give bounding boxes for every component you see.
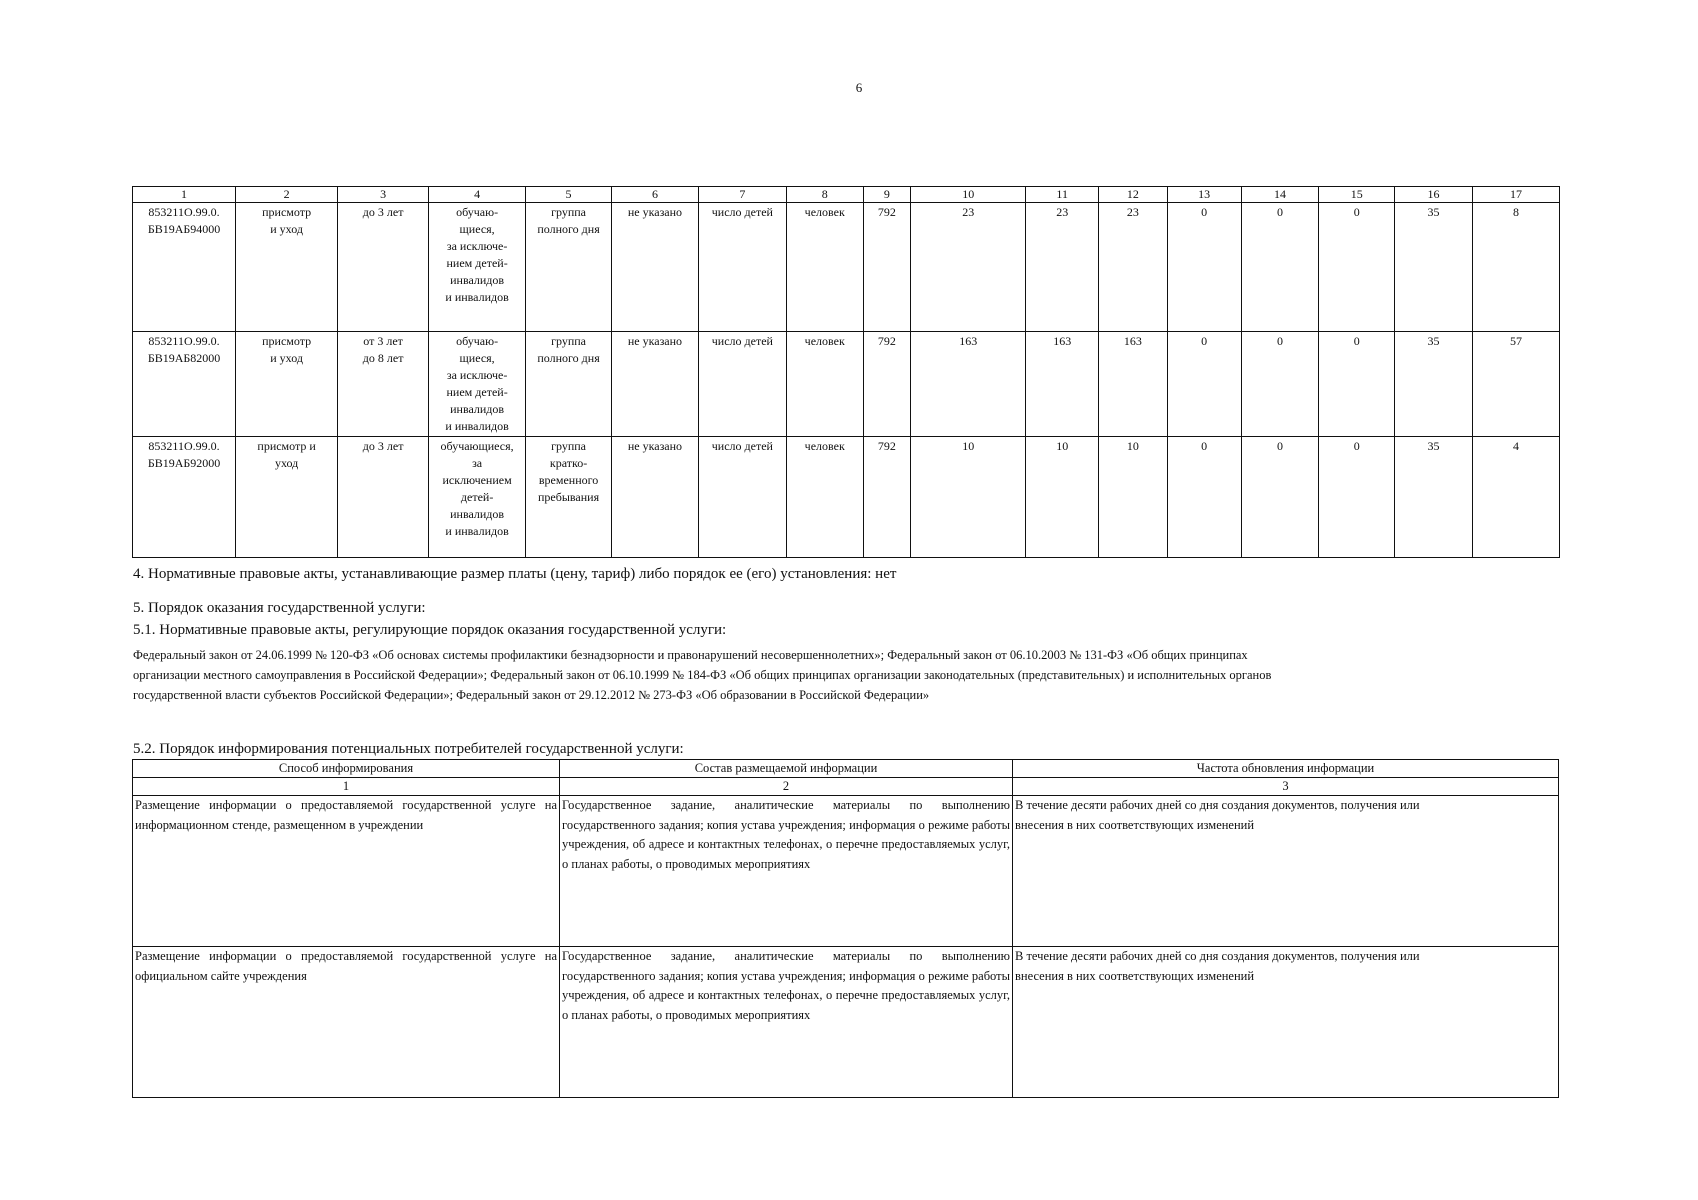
informing-frequency: В течение десяти рабочих дней со дня создания документов, получения или внесения в них соответствующих изменений [1013, 947, 1559, 1098]
informing-frequency: В течение десяти рабочих дней со дня создания документов, получения или внесения в них соответствующих изменений [1013, 796, 1559, 947]
column-number: 9 [863, 187, 910, 203]
col-number: 2 [560, 778, 1013, 796]
column-number: 11 [1026, 187, 1099, 203]
column-number: 10 [911, 187, 1026, 203]
table-cell: группа полного дня [526, 203, 612, 332]
table-cell: 0 [1319, 437, 1395, 558]
informing-header-row [133, 760, 1559, 778]
column-number: 14 [1241, 187, 1319, 203]
table-cell: 853211О.99.0. БВ19АБ92000 [133, 437, 236, 558]
table-cell: 10 [911, 437, 1026, 558]
table-cell: до 3 лет [338, 437, 429, 558]
table-cell: 0 [1167, 332, 1241, 437]
informing-row [133, 947, 1559, 1098]
table-cell: 853211О.99.0. БВ19АБ82000 [133, 332, 236, 437]
table-cell: 0 [1241, 203, 1319, 332]
col-number: 1 [133, 778, 560, 796]
column-number: 15 [1319, 187, 1395, 203]
table-cell: число детей [698, 332, 786, 437]
informing-content: Государственное задание, аналитические материалы по выполнению государственного задания; копия устава учреждения; информация о режиме работы учреждения, об адресе и контактных телефонах, о перечне предоставляемых услуг, о планах работы, о проводимых мероприятиях [560, 796, 1013, 947]
informing-table [132, 759, 1559, 1098]
informing-row [133, 796, 1559, 947]
table-cell: 792 [863, 437, 910, 558]
table-cell: 853211О.99.0. БВ19АБ94000 [133, 203, 236, 332]
column-number: 6 [612, 187, 699, 203]
table-cell: 35 [1395, 203, 1473, 332]
table-cell: не указано [612, 332, 699, 437]
table-cell: обучаю- щиеся, за исключе- нием детей- инвалидов и инвалидов [429, 332, 526, 437]
column-number: 17 [1472, 187, 1559, 203]
table-cell: 0 [1241, 332, 1319, 437]
header-content: Состав размещаемой информации [560, 760, 1013, 778]
table-cell: 35 [1395, 437, 1473, 558]
column-number: 2 [236, 187, 338, 203]
table-cell: число детей [698, 203, 786, 332]
column-number: 1 [133, 187, 236, 203]
table-cell: обучаю- щиеся, за исключе- нием детей- инвалидов и инвалидов [429, 203, 526, 332]
table-cell: 35 [1395, 332, 1473, 437]
section-5-heading: 5. Порядок оказания государственной услуги: [133, 600, 426, 616]
table-cell: 4 [1472, 437, 1559, 558]
table-cell: человек [786, 437, 863, 558]
laws-text: Федеральный закон от 24.06.1999 № 120-ФЗ «Об основах системы профилактики безнадзорности и правонарушений несовершеннолетних»; Федеральный закон от 06.10.2003 № 131-ФЗ «Об общих принципах организации местного самоуправления в Российской Федерации»; Федеральный закон от 06.10.1999 № 184-ФЗ «Об общих принципах организации законодательных (представительных) и исполнительных органов государственной власти субъектов Российской Федерации»; Федеральный закон от 29.12.2012 № 273-ФЗ «Об образовании в Российской Федерации» [133, 648, 1272, 702]
table-cell: 10 [1026, 437, 1099, 558]
table-cell: 0 [1319, 332, 1395, 437]
table-cell: 8 [1472, 203, 1559, 332]
section-5-2-heading: 5.2. Порядок информирования потенциальных потребителей государственной услуги: [133, 741, 684, 757]
column-number: 4 [429, 187, 526, 203]
informing-content: Государственное задание, аналитические материалы по выполнению государственного задания; копия устава учреждения; информация о режиме работы учреждения, об адресе и контактных телефонах, о перечне предоставляемых услуг, о планах работы, о проводимых мероприятиях [560, 947, 1013, 1098]
table-cell: от 3 лет до 8 лет [338, 332, 429, 437]
table-cell: присмотр и уход [236, 437, 338, 558]
table-cell: 163 [911, 332, 1026, 437]
table-cell: человек [786, 332, 863, 437]
table-cell: 792 [863, 332, 910, 437]
section-4-text: 4. Нормативные правовые акты, устанавливающие размер платы (цену, тариф) либо порядок ее (его) установления: нет [133, 566, 897, 582]
column-number: 12 [1099, 187, 1168, 203]
table-cell: обучающиеся, за исключением детей- инвалидов и инвалидов [429, 437, 526, 558]
column-number: 5 [526, 187, 612, 203]
header-frequency: Частота обновления информации [1013, 760, 1559, 778]
column-number: 16 [1395, 187, 1473, 203]
table-cell: 0 [1167, 437, 1241, 558]
informing-method: Размещение информации о предоставляемой государственной услуге на информационном стенде, размещенном в учреждении [133, 796, 560, 947]
table-cell: 792 [863, 203, 910, 332]
table-cell: группа полного дня [526, 332, 612, 437]
table-cell: не указано [612, 203, 699, 332]
table-cell: 0 [1167, 203, 1241, 332]
column-number: 3 [338, 187, 429, 203]
table-cell: присмотр и уход [236, 203, 338, 332]
column-number-row [133, 187, 1560, 203]
table-cell: до 3 лет [338, 203, 429, 332]
table-cell: группа кратко- временного пребывания [526, 437, 612, 558]
page-number: 6 [855, 80, 863, 95]
table-row [133, 203, 1560, 332]
table-row [133, 332, 1560, 437]
table-cell: присмотр и уход [236, 332, 338, 437]
table-cell: 57 [1472, 332, 1559, 437]
table-cell: 0 [1241, 437, 1319, 558]
table-cell: человек [786, 203, 863, 332]
table-cell: 10 [1099, 437, 1168, 558]
informing-number-row [133, 778, 1559, 796]
column-number: 13 [1167, 187, 1241, 203]
table-row [133, 437, 1560, 558]
header-method: Способ информирования [133, 760, 560, 778]
table-cell: 0 [1319, 203, 1395, 332]
service-volume-table [132, 186, 1560, 558]
informing-method: Размещение информации о предоставляемой государственной услуге на официальном сайте учреждения [133, 947, 560, 1098]
column-number: 7 [698, 187, 786, 203]
table-cell: 163 [1026, 332, 1099, 437]
col-number: 3 [1013, 778, 1559, 796]
section-5-1-heading: 5.1. Нормативные правовые акты, регулирующие порядок оказания государственной услуги: [133, 622, 727, 638]
table-cell: 23 [1026, 203, 1099, 332]
table-cell: не указано [612, 437, 699, 558]
table-cell: 23 [1099, 203, 1168, 332]
table-cell: 23 [911, 203, 1026, 332]
table-cell: число детей [698, 437, 786, 558]
table-cell: 163 [1099, 332, 1168, 437]
column-number: 8 [786, 187, 863, 203]
